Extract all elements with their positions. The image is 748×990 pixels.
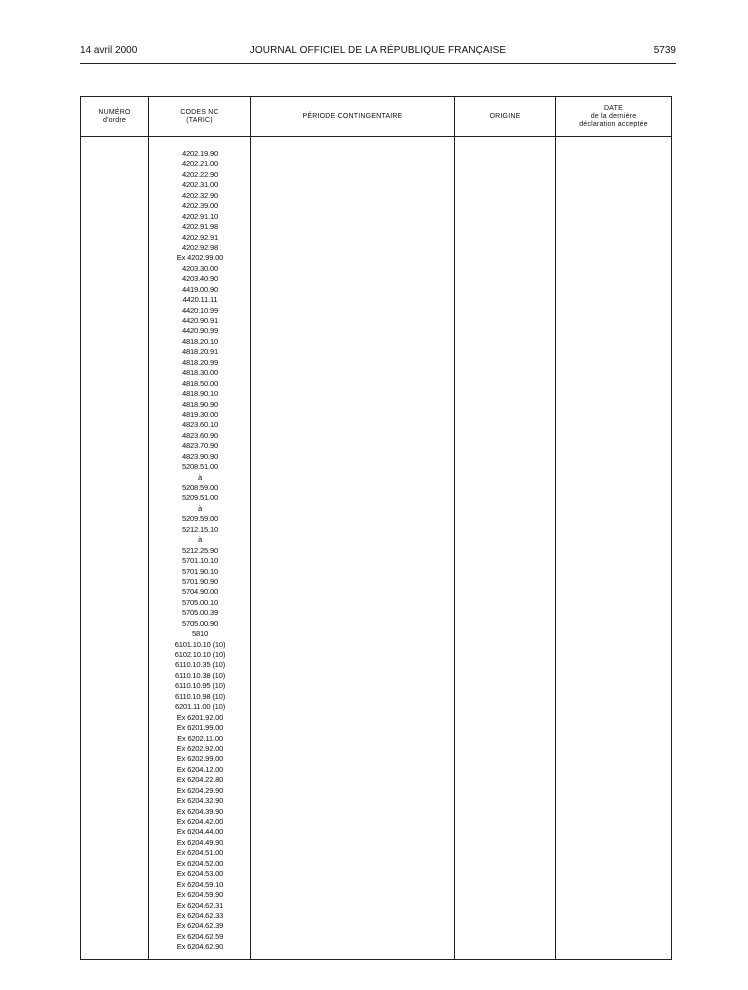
code-nc-entry: Ex 6204.44.00 [176,827,224,837]
code-nc-entry: 4203.40.90 [181,274,218,284]
code-nc-entry: 5705.00.10 [181,597,218,607]
code-nc-entry: 5208.51.00 [181,462,218,472]
code-nc-entry: 5701.10.10 [181,556,218,566]
code-nc-entry: 5705.00.39 [181,608,218,618]
code-nc-entry: 4823.60.10 [181,420,218,430]
code-nc-entry: Ex 4202.99.00 [176,253,224,263]
code-nc-entry: 5701.90.10 [181,566,218,576]
code-nc-entry: 4202.91.10 [181,211,218,221]
column-divider [454,97,455,959]
code-nc-entry: Ex 6204.62.33 [176,910,224,920]
column-header-line: déclaration acceptée [579,120,648,128]
code-nc-entry: Ex 6204.62.59 [176,931,224,941]
code-nc-entry: 4818.30.00 [181,368,218,378]
code-nc-entry: Ex 6204.62.31 [176,900,224,910]
code-nc-entry: 4202.32.90 [181,190,218,200]
code-nc-entry: 4818.20.99 [181,357,218,367]
code-nc-entry: 4420.10.99 [181,305,218,315]
code-nc-entry: Ex 6202.11.00 [177,733,223,743]
code-nc-entry: Ex 6204.53.00 [176,869,224,879]
header-row-divider [81,136,671,137]
code-nc-entry: 6201.11.00 (10) [174,702,226,712]
code-nc-entry: 6110.10.98 (10) [174,691,226,701]
codes-nc-list [149,149,251,953]
code-nc-entry: 5705.00.90 [181,618,218,628]
code-nc-entry: Ex 6202.92.00 [176,743,224,753]
code-nc-entry: Ex 6204.52.00 [176,858,224,868]
code-nc-entry: Ex 6204.62.39 [176,921,224,931]
code-nc-entry: 5208.59.00 [181,483,218,492]
code-nc-entry: Ex 6204.62.90 [176,942,224,952]
column-header-line: NUMÉRO [98,108,131,116]
column-header-line: d'ordre [103,116,126,124]
code-nc-entry: à [197,535,203,545]
code-nc-entry: Ex 6204.51.00 [176,848,224,858]
code-nc-entry: 6101.10.10 (10) [174,639,226,649]
column-header-line: PÉRIODE CONTINGENTAIRE [302,112,403,120]
code-nc-entry: 5212.15.10 [181,524,218,534]
code-nc-entry: 4420.90.91 [181,316,218,325]
code-nc-entry: 4818.50.00 [181,378,218,388]
code-nc-entry: 6110.10.35 (10) [174,660,226,670]
code-nc-entry: 4202.91.98 [181,222,218,232]
code-nc-entry: Ex 6204.49.90 [176,837,224,847]
code-nc-entry: 4420.11.11 [182,295,218,305]
column-header-line: de la dernière [590,112,637,120]
code-nc-entry: 4823.60.90 [181,430,218,440]
code-nc-entry: 5209.51.00 [181,493,218,503]
journal-title: JOURNAL OFFICIEL DE LA RÉPUBLIQUE FRANÇAISE [249,45,507,56]
code-nc-entry: Ex 6204.22.80 [176,775,224,785]
column-header-line: ORIGINE [489,112,521,120]
column-header-codes-nc [149,97,250,136]
code-nc-entry: 6110.10.38 (10) [174,670,226,680]
code-nc-entry: 4202.22.90 [181,169,218,179]
code-nc-entry: 6110.10.95 (10) [174,681,226,691]
column-header-line: (TARIC) [186,116,213,124]
code-nc-entry: 5212.25.90 [181,545,218,555]
code-nc-entry: 4202.92.98 [181,242,218,252]
code-nc-entry: 5701.90.90 [181,576,218,586]
code-nc-entry: 5704.90.00 [181,587,218,597]
code-nc-entry: Ex 6204.32.90 [176,796,224,806]
column-header-line: CODES NC [180,108,219,116]
code-nc-entry: 4202.21.00 [181,159,218,169]
code-nc-entry: 4202.31.00 [181,180,218,190]
code-nc-entry: 4823.70.90 [181,441,218,451]
quota-table [80,96,672,960]
code-nc-entry: 4818.90.90 [181,399,218,409]
code-nc-entry: Ex 6204.59.10 [176,879,224,889]
code-nc-entry: 4202.19.90 [181,149,218,158]
code-nc-entry: 4818.20.10 [181,336,218,346]
column-header-line: DATE [604,104,623,112]
code-nc-entry: Ex 6201.92.00 [176,712,224,722]
code-nc-entry: Ex 6204.42.00 [176,817,224,826]
code-nc-entry: Ex 6204.12.00 [176,764,224,774]
column-header-numero [81,97,148,136]
code-nc-entry: à [197,503,203,513]
code-nc-entry: Ex 6204.59.90 [176,890,224,900]
code-nc-entry: 4420.90.99 [181,326,218,336]
column-header-periode [251,97,454,136]
header-rule [80,63,676,64]
page-number: 5739 [653,45,676,56]
code-nc-entry: Ex 6201.99.00 [176,723,224,733]
code-nc-entry: 4419.00.90 [181,284,218,294]
code-nc-entry: 5209.59.00 [181,514,218,524]
code-nc-entry: Ex 6204.29.90 [176,785,224,795]
code-nc-entry: 4818.20.91 [181,347,218,357]
code-nc-entry: 6102.10.10 (10) [174,650,226,659]
code-nc-entry: 4818.90.10 [181,389,218,399]
code-nc-entry: 4203.30.00 [181,263,218,273]
code-nc-entry: 5810 [191,629,209,639]
code-nc-entry: 4823.90.90 [181,451,218,461]
column-header-origine [455,97,555,136]
code-nc-entry: à [197,472,203,482]
code-nc-entry: Ex 6202.99.00 [176,754,224,764]
column-divider [555,97,556,959]
code-nc-entry: Ex 6204.39.90 [176,806,224,816]
page-header [80,43,676,61]
column-header-date [556,97,671,136]
code-nc-entry: 4202.92.91 [181,232,218,242]
code-nc-entry: 4202.39.00 [181,201,218,211]
page-date: 14 avril 2000 [80,45,138,56]
code-nc-entry: 4819.30.00 [181,409,218,419]
